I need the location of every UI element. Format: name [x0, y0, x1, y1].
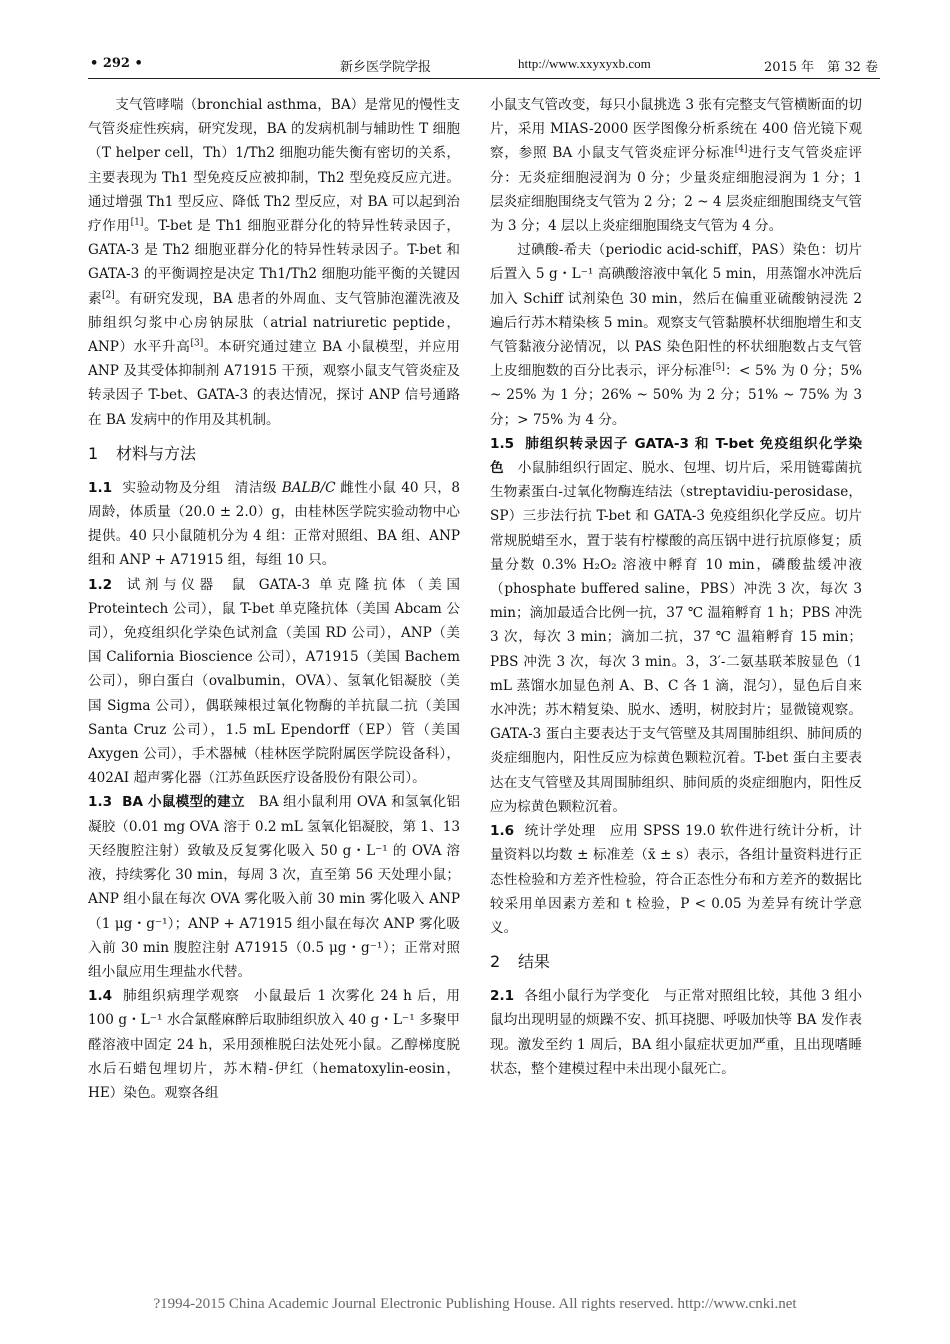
strain-name: BALB/C [281, 479, 336, 496]
body-text: ：< 5% 为 0 分；5% ~ 25% 为 1 分；26% ~ 50% 为 2 分；51% ~ 75% 为 3 分；> 75% 为 4 分。 [490, 363, 862, 428]
section-heading [490, 940, 862, 984]
body-text: BA 组小鼠利用 OVA 和氢氧化铝凝胶（0.01 mg OVA 溶于 0.2 mL 氢氧化铝凝胶，第 1、13 天经腹腔注射）致敏及反复雾化吸入 50 g・L⁻¹ 的 OVA 溶液，持续雾化 30 min，每周 3 次，直至第 56 天处理小鼠；ANP 组小鼠在每次 OVA 雾化吸入前 30 min 雾化吸入 ANP（1 μg・g⁻¹）；ANP + A71915 组小鼠在每次 ANP 雾化吸入前 30 min 腹腔注射 A71915（0.5 μg・g⁻¹）；正常对照组小鼠应用生理盐水代替。 [88, 794, 460, 980]
subsection-title: 实验动物及分组 [122, 479, 221, 496]
section-heading [88, 432, 460, 476]
citation: [1] [130, 217, 144, 228]
intro-text: 。T-bet 是 Th1 细胞亚群分化的特异性转录因子，GATA-3 是 Th2 细胞亚群分化的特异性转录因子。T-bet 和 GATA-3 的平衡调控是决定 Th1/Th2 细胞功能平衡的关键因素 [88, 218, 460, 307]
running-header [88, 52, 880, 79]
citation: [3] [190, 338, 204, 349]
subsection-2-1 [490, 984, 862, 1081]
body-text: 小鼠支气管改变，每只小鼠挑选 3 张有完整支气管横断面的切片，采用 MIAS-2000 医学图像分析系统在 400 倍光镜下观察，参照 BA 小鼠支气管炎症评分标准 [490, 97, 862, 162]
journal-name: 新乡医学院学报 [340, 60, 432, 75]
intro-text: 支气管哮喘（bronchial asthma，BA）是常见的慢性支气管炎症性疾病，研究发现，BA 的发病机制与辅助性 T 细胞（T helper cell，Th）1/Th2 细胞功能失衡有密切的关系，主要表现为 Th1 型免疫反应被抑制，Th2 型免疫反应亢进。通过增强 Th1 型反应、降低 Th2 型反应，对 BA 可以起到治疗作用 [88, 97, 460, 235]
subsection-1-1 [88, 476, 460, 573]
copyright-footer: ?1994-2015 China Academic Journal Electronic Publishing House. All rights reserved. http://www.cnki.net [153, 1296, 797, 1312]
subsection-1-5 [490, 432, 862, 819]
intro-text: 。有研究发现，BA 患者的外周血、支气管肺泡灌洗液及肺组织匀浆中心房钠尿肽（atrial natriuretic peptide，ANP）水平升高 [88, 290, 460, 356]
section-title: 结果 [518, 952, 551, 972]
subsection-number: 1.1 [88, 479, 113, 496]
section-number: 2 [490, 952, 501, 972]
pas-paragraph [490, 238, 862, 432]
left-column [88, 93, 460, 1105]
subsection-number: 1.5 [490, 435, 515, 452]
page-number: • 292 • [90, 56, 143, 71]
subsection-title: 各组小鼠行为学变化 [524, 988, 650, 1005]
intro-paragraph [88, 93, 460, 432]
subsection-title: BA 小鼠模型的建立 [122, 794, 245, 811]
body-text: 小鼠肺组织行固定、脱水、包埋、切片后，采用链霉菌抗生物素蛋白-过氧化物酶连结法（streptavidiu-perosidase，SP）三步法行抗 T-bet 和 GATA-3 免疫组织化学反应。切片常规脱蜡至水，置于装有柠檬酸的高压锅中进行抗原修复；质量分数 0.3% H₂O₂ 溶液中孵育 10 min，磷酸盐缓冲液（phosphate buffered saline，PBS）冲洗 3 次，每次 3 min；滴加最适合比例一抗，37 ℃ 温箱孵育 1 h；PBS 冲洗 3 次，每次 3 min；滴加二抗，37 ℃ 温箱孵育 15 min；PBS 冲洗 3 次，每次 3 min。3，3′-二氨基联苯胺显色（1 mL 蒸馏水加显色剂 A、B、C 各 1 滴，混匀），显色后自来水冲洗；苏木精复染、脱水、透明，树胶封片；显微镜观察。GATA-3 蛋白主要表达于支气管壁及其周围肺组织、肺间质的炎症细胞内，阳性反应为棕黄色颗粒沉着。T-bet 蛋白主要表达在支气管壁及其周围肺组织、肺间质的炎症细胞内，阳性反应为棕黄色颗粒沉着。 [490, 460, 863, 815]
subsection-number: 1.3 [88, 794, 113, 811]
right-column [490, 93, 862, 1081]
subsection-number: 1.2 [88, 576, 113, 593]
section-title: 材料与方法 [116, 443, 197, 463]
section-number: 1 [88, 443, 99, 463]
subsection-title: 肺组织病理学观察 [122, 988, 240, 1005]
body-text: 鼠 GATA-3 单克隆抗体（美国 Proteintech 公司），鼠 T-bet 单克隆抗体（美国 Abcam 公司），免疫组织化学染色试剂盒（美国 RD 公司），ANP（美国 California Bioscience 公司），A71915（美国 Bachem 公司），卵白蛋白（ovalbumin，OVA）、氢氧化铝凝胶（美国 Sigma 公司），偶联辣根过氧化物酶的羊抗鼠二抗（美国 Santa Cruz 公司），1.5 mL Ependorff（EP）管（美国 Axygen 公司），手术器械（桂林医学院附属医学院设备科），402AI 超声雾化器（江苏鱼跃医疗设备股份有限公司）。 [88, 576, 460, 787]
subsection-1-4 [88, 984, 460, 1105]
continued-paragraph [490, 93, 862, 238]
citation: [5] [712, 362, 725, 373]
body-text: 清洁级 [234, 479, 282, 496]
subsection-number: 2.1 [490, 988, 515, 1005]
body-text: 与正常对照组比较，其他 3 组小鼠均出现明显的烦躁不安、抓耳挠腮、呼吸加快等 BA 发作表现。激发至约 1 周后，BA 组小鼠症状更加严重，且出现嗜睡状态，整个建模过程中未出现小鼠死亡。 [490, 988, 863, 1077]
body-text: 雌性小鼠 40 只，8 周龄，体质量（20.0 ± 2.0）g，由桂林医学院实验动物中心提供。40 只小鼠随机分为 4 组：正常对照组、BA 组、ANP 组和 ANP + A71915 组，每组 10 只。 [88, 479, 460, 569]
subsection-1-3 [88, 790, 460, 984]
subsection-1-2 [88, 573, 460, 791]
subsection-number: 1.4 [88, 988, 113, 1005]
intro-text: 。本研究通过建立 BA 小鼠模型，并应用 ANP 及其受体抑制剂 A71915 干预，观察小鼠支气管炎症及转录因子 T-bet、GATA-3 的表达情况，探讨 ANP 信号通路在 BA 发病中的作用及其机制。 [88, 339, 461, 428]
subsection-title: 肺组织转录因子 GATA-3 和 T-bet 免疫组织化学染色 [490, 435, 862, 477]
citation: [4] [734, 144, 748, 155]
body-text: 小鼠最后 1 次雾化 24 h 后，用 100 g・L⁻¹ 水合氯醛麻醉后取肺组织放入 40 g・L⁻¹ 多聚甲醛溶液中固定 24 h，采用颈椎脱臼法处死小鼠。乙醇梯度脱水后石蜡包埋切片，苏木精-伊红（hematoxylin-eosin，HE）染色。观察各组 [88, 988, 460, 1101]
subsection-title: 统计学处理 [524, 823, 596, 840]
subsection-title: 试剂与仪器 [122, 576, 218, 593]
subsection-1-6 [490, 819, 862, 940]
citation: [2] [101, 290, 115, 301]
body-text: 过碘酸-希夫（periodic acid-schiff，PAS）染色：切片后置入 5 g・L⁻¹ 高碘酸溶液中氧化 5 min，用蒸馏水冲洗后加入 Schiff 试剂染色 30 min，然后在偏重亚硫酸钠浸洗 2 遍后行苏木精染核 5 min。观察支气管黏膜杯状细胞增生和支气管黏液分泌情况，以 PAS 染色阳性的杯状细胞数占支气管上皮细胞数的百分比表示，评分标准 [490, 242, 862, 380]
journal-url: http://www.xxyxyxb.com [518, 56, 651, 71]
year-volume: 2015 年 第 32 卷 [763, 60, 878, 75]
body-text: 应用 SPSS 19.0 软件进行统计分析，计量资料以均数 ± 标准差（x̄ ± s）表示，各组计量资料进行正态性检验和方差齐性检验，符合正态性分布和方差齐的数据比较采用单因素方差和 t 检验，P < 0.05 为差异有统计学意义。 [490, 823, 863, 936]
body-text: 进行支气管炎症评分：无炎症细胞浸润为 0 分；少量炎症细胞浸润为 1 分；1 层炎症细胞围绕支气管为 2 分；2 ~ 4 层炎症细胞围绕支气管为 3 分；4 层以上炎症细胞围绕支气管为 4 分。 [490, 145, 863, 235]
subsection-number: 1.6 [490, 823, 515, 840]
